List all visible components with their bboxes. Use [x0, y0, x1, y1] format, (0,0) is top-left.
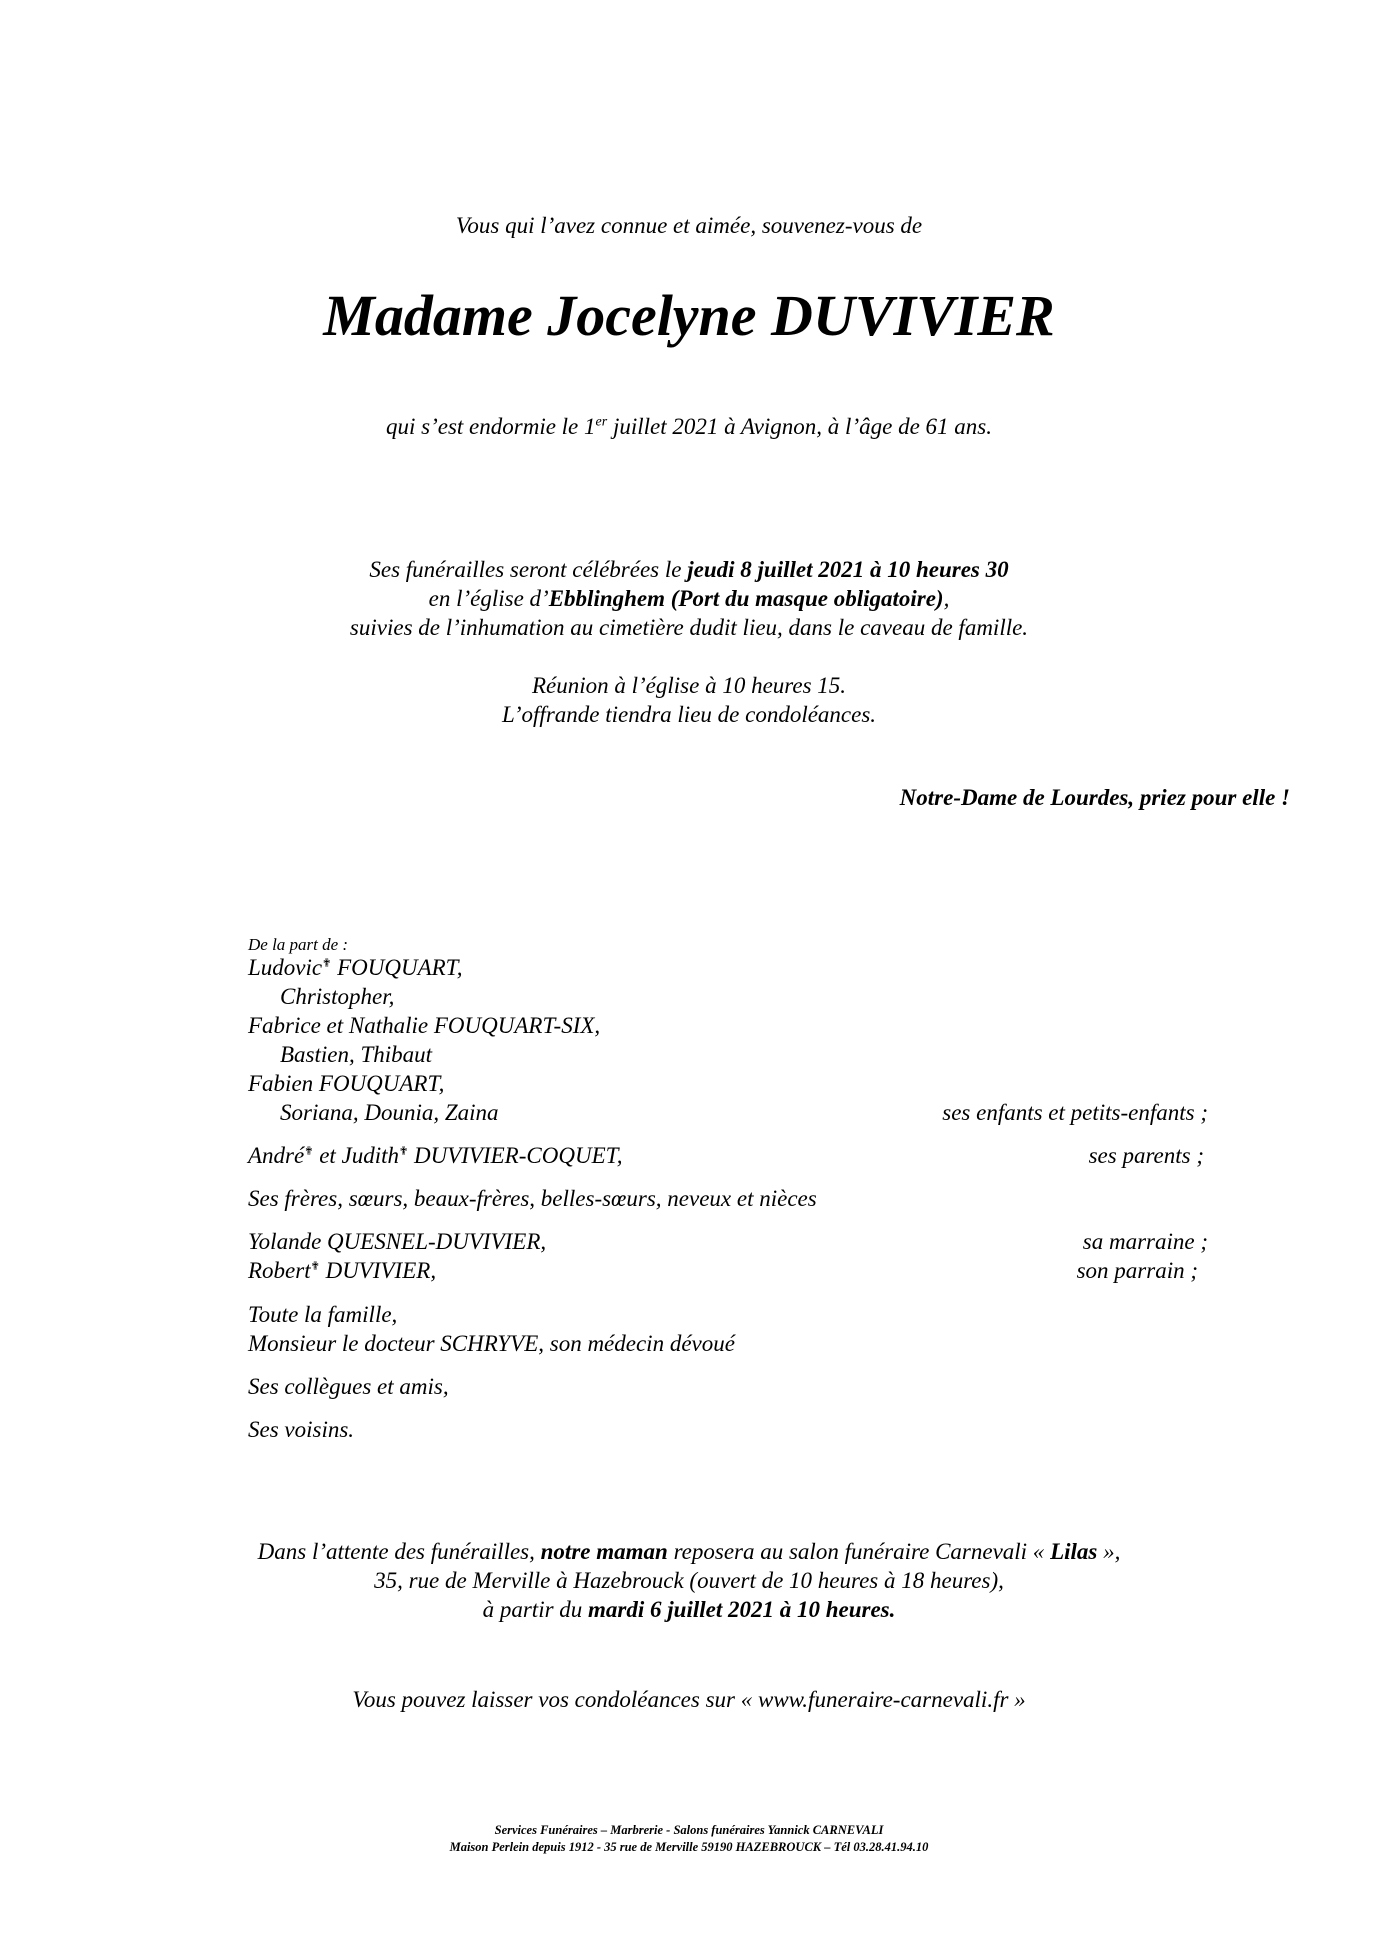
- family-siblings: Ses frères, sœurs, beaux-frères, belles-sœurs, neveux et nièces: [248, 1186, 817, 1211]
- waiting-text: Dans l’attente des funérailles,: [257, 1539, 541, 1564]
- death-text-end: juillet 2021 à Avignon, à l’âge de 61 ans.: [607, 414, 992, 439]
- family-all: Toute la famille,: [248, 1302, 398, 1327]
- cross-icon: ✟: [304, 1145, 314, 1158]
- family-neighbours: Ses voisins.: [248, 1417, 355, 1442]
- family-list: [248, 955, 1208, 1335]
- funeral-line-2: [0, 584, 1378, 613]
- cross-icon: ✟: [322, 957, 332, 970]
- church-name: Ebblinghem (Port du masque obligatoire): [548, 586, 944, 611]
- waiting-line-3: [0, 1595, 1378, 1624]
- waiting-lilas: Lilas: [1050, 1539, 1098, 1564]
- condolences-line: Vous pouvez laisser vos condoléances sur « www.funeraire-carnevali.fr »: [352, 1687, 1026, 1712]
- family-fabien: Fabien FOUQUART,: [248, 1071, 445, 1096]
- family-fabrice: Fabrice et Nathalie FOUQUART-SIX,: [248, 1013, 601, 1038]
- death-ordinal: er: [595, 414, 608, 430]
- footer-line-1: Services Funéraires – Marbrerie - Salons funéraires Yannick CARNEVALI: [494, 1823, 884, 1837]
- family-soriana: Soriana, Dounia, Zaina: [280, 1100, 499, 1125]
- reunion-line-2: L’offrande tiendra lieu de condoléances.: [501, 702, 877, 727]
- marraine-role: sa marraine ;: [1082, 1229, 1208, 1254]
- robert-name: Robert: [248, 1258, 311, 1283]
- family-christopher: Christopher,: [280, 984, 395, 1009]
- andre-name: André: [248, 1143, 305, 1168]
- funeral-line-3: suivies de l’inhumation au cimetière dudit lieu, dans le caveau de famille.: [349, 615, 1029, 640]
- cross-icon: ✟: [310, 1260, 320, 1273]
- intro-line: Vous qui l’avez connue et aimée, souvenez-vous de: [455, 213, 923, 238]
- death-text-start: qui s’est endormie le 1: [386, 414, 596, 439]
- waiting-from: à partir du: [482, 1597, 589, 1622]
- footer-line-2: Maison Perlein depuis 1912 - 35 rue de Merville 59190 HAZEBROUCK – Tél 03.28.41.94.10: [449, 1840, 929, 1854]
- waiting-details: [0, 1537, 1378, 1624]
- family-list-2: [248, 1302, 1208, 1462]
- church-intro: en l’église d’: [428, 586, 549, 611]
- comma: ,: [943, 586, 950, 611]
- deceased-name: Madame Jocelyne DUVIVIER: [323, 283, 1055, 348]
- funeral-date: jeudi 8 juillet 2021 à 10 heures 30: [687, 557, 1009, 582]
- funeral-line-1: [0, 555, 1378, 584]
- waiting-line-2: 35, rue de Merville à Hazebrouck (ouvert de 10 heures à 18 heures),: [374, 1568, 1004, 1593]
- family-ludovic: [248, 955, 463, 981]
- waiting-line-1: [0, 1537, 1378, 1566]
- waiting-close: »,: [1097, 1539, 1121, 1564]
- reunion-line-1: Réunion à l’église à 10 heures 15.: [531, 673, 847, 698]
- judith-name: et Judith: [313, 1143, 400, 1168]
- ludovic-name: Ludovic: [248, 955, 323, 980]
- parents-surname: DUVIVIER-COQUET,: [408, 1143, 623, 1168]
- parents-role: ses parents ;: [1088, 1143, 1204, 1168]
- parrain-role: son parrain ;: [1076, 1258, 1198, 1283]
- waiting-date: mardi 6 juillet 2021 à 10 heures.: [588, 1597, 896, 1622]
- family-doctor: Monsieur le docteur SCHRYVE, son médecin dévoué: [248, 1331, 735, 1356]
- robert-surname: DUVIVIER,: [319, 1258, 437, 1283]
- family-parents: [248, 1143, 622, 1169]
- funeral-intro: Ses funérailles seront célébrées le: [369, 557, 688, 582]
- family-bastien: Bastien, Thibaut: [280, 1042, 433, 1067]
- death-notice: [0, 414, 1378, 440]
- ludovic-surname: FOUQUART,: [331, 955, 463, 980]
- family-robert: [248, 1258, 436, 1284]
- prayer-line: Notre-Dame de Lourdes, priez pour elle !: [899, 785, 1290, 810]
- waiting-maman: notre maman: [540, 1539, 668, 1564]
- funeral-details: [0, 555, 1378, 642]
- footer: [0, 1822, 1378, 1856]
- from-label: De la part de :: [248, 935, 349, 954]
- children-role: ses enfants et petits-enfants ;: [942, 1100, 1208, 1125]
- waiting-salon: reposera au salon funéraire Carnevali «: [667, 1539, 1051, 1564]
- family-yolande: Yolande QUESNEL-DUVIVIER,: [248, 1229, 547, 1254]
- family-colleagues: Ses collègues et amis,: [248, 1374, 449, 1399]
- cross-icon: ✟: [399, 1145, 409, 1158]
- reunion-details: [0, 671, 1378, 729]
